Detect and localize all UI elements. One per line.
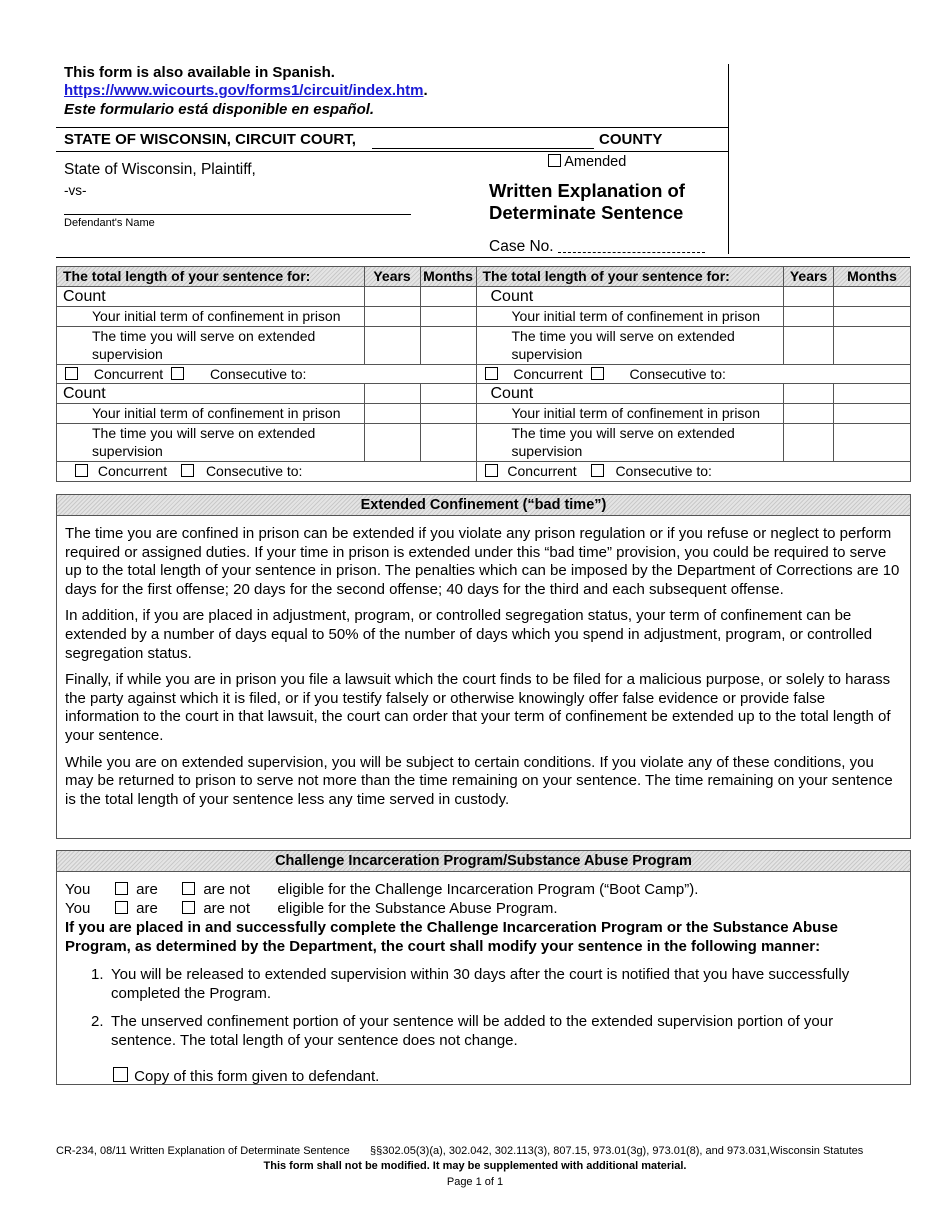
consecutive-label: Consecutive to: bbox=[209, 366, 307, 382]
extended-years-input[interactable] bbox=[784, 424, 834, 462]
amended-checkbox[interactable] bbox=[548, 154, 561, 167]
left-months-header: Months bbox=[420, 267, 476, 287]
you-label: You bbox=[65, 881, 91, 898]
count-years-cell[interactable] bbox=[784, 287, 834, 307]
footer-page: Page 1 of 1 bbox=[446, 1176, 504, 1188]
table-row bbox=[57, 327, 911, 365]
consecutive-checkbox[interactable] bbox=[591, 464, 604, 477]
consecutive-label: Consecutive to: bbox=[629, 366, 726, 382]
extended-line1: The time you will serve on extended bbox=[511, 328, 735, 344]
extended-months-input[interactable] bbox=[834, 424, 911, 462]
forms-link[interactable]: https://www.wicourts.gov/forms1/circuit/index.htm bbox=[64, 82, 424, 99]
extended-supervision-label bbox=[476, 424, 784, 462]
are-label: are bbox=[136, 881, 158, 898]
initial-term-label: Your initial term of confinement in prison bbox=[57, 404, 365, 424]
extended-confinement-section bbox=[56, 494, 911, 839]
defendant-name-field[interactable] bbox=[64, 214, 411, 215]
are-label: are bbox=[136, 900, 158, 917]
extended-months-input[interactable] bbox=[834, 327, 911, 365]
extended-supervision-label bbox=[476, 327, 784, 365]
count-months-cell[interactable] bbox=[834, 287, 911, 307]
count-label[interactable] bbox=[476, 287, 784, 307]
header-vertical-rule bbox=[728, 64, 729, 254]
concurrent-label: Concurrent bbox=[93, 366, 164, 382]
county-name-field[interactable] bbox=[372, 148, 594, 149]
initial-years-input[interactable] bbox=[784, 307, 834, 327]
concurrent-checkbox[interactable] bbox=[65, 367, 78, 380]
table-row bbox=[57, 384, 911, 404]
header-bottom-rule bbox=[56, 257, 910, 258]
extended-years-input[interactable] bbox=[364, 327, 420, 365]
substance-are-checkbox[interactable] bbox=[115, 901, 128, 914]
case-no-field[interactable] bbox=[558, 252, 705, 253]
extended-confinement-paragraph: In addition, if you are placed in adjustment, program, or controlled segregation status, your term of confinement can be extended by a number of days equal to 50% of the number of days which you spend in adjustment, program, or controlled segregation status. bbox=[65, 607, 873, 662]
count-label[interactable] bbox=[57, 287, 365, 307]
concurrent-consecutive-row bbox=[57, 365, 477, 384]
count-text: Count bbox=[490, 385, 534, 402]
substance-eligibility bbox=[65, 899, 698, 918]
consecutive-checkbox[interactable] bbox=[591, 367, 604, 380]
boot-camp-are-not-checkbox[interactable] bbox=[182, 882, 195, 895]
extended-months-input[interactable] bbox=[420, 327, 476, 365]
footer-form-id: CR-234, 08/11 Written Explanation of Determinate Sentence bbox=[56, 1145, 350, 1157]
challenge-program-section bbox=[56, 850, 911, 1085]
substance-text: eligible for the Substance Abuse Program. bbox=[277, 900, 558, 917]
spanish-notice: This form is also available in Spanish. bbox=[64, 64, 335, 81]
are-not-label: are not bbox=[203, 881, 251, 898]
count-label[interactable] bbox=[476, 384, 784, 404]
boot-camp-are-checkbox[interactable] bbox=[115, 882, 128, 895]
list-number: 1. bbox=[91, 966, 104, 983]
table-row bbox=[57, 462, 911, 482]
footer-statutes: §§302.05(3)(a), 302.042, 302.113(3), 807.15, 973.01(3g), 973.01(8), and 973.031,Wisconsin Statutes bbox=[370, 1145, 864, 1157]
concurrent-consecutive-row bbox=[57, 462, 477, 482]
extended-years-input[interactable] bbox=[784, 327, 834, 365]
count-text: Count bbox=[63, 288, 106, 305]
concurrent-consecutive-row bbox=[476, 462, 911, 482]
extended-years-input[interactable] bbox=[364, 424, 420, 462]
count-label[interactable] bbox=[57, 384, 365, 404]
concurrent-checkbox[interactable] bbox=[75, 464, 88, 477]
concurrent-label: Concurrent bbox=[507, 463, 577, 479]
list-text: The unserved confinement portion of your sentence will be added to the extended supervision portion of your sentence. The total length of your sentence does not change. bbox=[111, 1013, 834, 1049]
amended-option[interactable] bbox=[548, 154, 626, 170]
extended-line2: supervision bbox=[92, 346, 163, 362]
concurrent-checkbox[interactable] bbox=[485, 367, 498, 380]
extended-confinement-paragraph: Finally, if while you are in prison you file a lawsuit which the court finds to be filed for a malicious purpose, or solely to harass the party against which it is filed, or if you testify falsely or otherwise knowingly offer false evidence or provide false information to the court in that lawsuit, the court can order that your term of confinement be extended up to the total length of your sentence. bbox=[65, 671, 891, 744]
copy-given-checkbox[interactable] bbox=[113, 1067, 128, 1082]
plaintiff-text: State of Wisconsin, Plaintiff, bbox=[64, 161, 256, 178]
initial-months-input[interactable] bbox=[834, 307, 911, 327]
table-header-row bbox=[57, 267, 911, 287]
count-text: Count bbox=[490, 288, 534, 305]
consecutive-checkbox[interactable] bbox=[171, 367, 184, 380]
url-suffix: . bbox=[423, 82, 428, 99]
right-years-header: Years bbox=[784, 267, 834, 287]
table-row bbox=[57, 404, 911, 424]
are-not-label: are not bbox=[203, 900, 251, 917]
initial-months-input[interactable] bbox=[420, 404, 476, 424]
eligibility-rows bbox=[65, 880, 698, 918]
consecutive-checkbox[interactable] bbox=[181, 464, 194, 477]
defendant-label: Defendant's Name bbox=[64, 217, 155, 229]
count-months-cell[interactable] bbox=[834, 384, 911, 404]
table-row bbox=[57, 287, 911, 307]
case-no-label: Case No. bbox=[489, 238, 554, 255]
court-line-bottom-rule bbox=[56, 151, 729, 152]
initial-years-input[interactable] bbox=[364, 404, 420, 424]
left-years-header: Years bbox=[364, 267, 420, 287]
court-label: STATE OF WISCONSIN, CIRCUIT COURT, bbox=[64, 131, 356, 148]
challenge-program-title: Challenge Incarceration Program/Substance Abuse Program bbox=[57, 851, 910, 872]
extended-supervision-label bbox=[57, 424, 365, 462]
amended-label: Amended bbox=[564, 154, 627, 170]
initial-months-input[interactable] bbox=[834, 404, 911, 424]
extended-line2: supervision bbox=[511, 443, 583, 459]
copy-given-option[interactable] bbox=[113, 1067, 379, 1085]
consecutive-label: Consecutive to: bbox=[615, 463, 712, 479]
extended-line1: The time you will serve on extended bbox=[92, 328, 316, 344]
sentence-table bbox=[56, 266, 911, 482]
table-row bbox=[57, 424, 911, 462]
list-item bbox=[91, 965, 891, 1003]
spanish-text: Este formulario está disponible en español. bbox=[64, 101, 375, 118]
concurrent-label: Concurrent bbox=[97, 463, 168, 479]
extended-confinement-paragraph: While you are on extended supervision, you will be subject to certain conditions. If you violate any of these conditions, you may be returned to prison to serve not more than the time remaining on your sentence. The time remaining on your sentence is the total length of your sentence less any time served in custody. bbox=[65, 753, 893, 808]
extended-confinement-paragraph: The time you are confined in prison can be extended if you violate any prison regulation or if you refuse or neglect to perform required or assigned duties. If your time in prison is extended under this “bad time” provision, you could be required to serve up to the total length of your sentence in prison. The penalties which can be imposed by the Department of Corrections are 10 days for the first offense; 20 days for the second offense; 40 days for the third and each subsequent offense. bbox=[65, 525, 900, 598]
list-text: You will be released to extended supervision within 30 days after the court is notified that you have successfully completed the Program. bbox=[111, 966, 850, 1002]
extended-line1: The time you will serve on extended bbox=[511, 425, 735, 441]
left-header: The total length of your sentence for: bbox=[57, 267, 365, 287]
footer-notice: This form shall not be modified. It may be supplemented with additional material. bbox=[263, 1160, 687, 1172]
initial-months-input[interactable] bbox=[420, 307, 476, 327]
extended-months-input[interactable] bbox=[420, 424, 476, 462]
boot-camp-eligibility bbox=[65, 880, 698, 899]
initial-term-label: Your initial term of confinement in prison bbox=[57, 307, 365, 327]
initial-term-label: Your initial term of confinement in prison bbox=[476, 307, 784, 327]
count-years-cell[interactable] bbox=[364, 384, 420, 404]
extended-confinement-title: Extended Confinement (“bad time”) bbox=[57, 495, 910, 516]
concurrent-checkbox[interactable] bbox=[485, 464, 498, 477]
count-months-cell[interactable] bbox=[420, 384, 476, 404]
numbered-list bbox=[91, 965, 891, 1050]
concurrent-consecutive-row bbox=[476, 365, 911, 384]
county-label: COUNTY bbox=[599, 131, 663, 148]
initial-term-label: Your initial term of confinement in prison bbox=[476, 404, 784, 424]
extended-supervision-label bbox=[57, 327, 365, 365]
table-row bbox=[57, 365, 911, 384]
list-number: 2. bbox=[91, 1013, 104, 1030]
forms-url-line bbox=[64, 82, 428, 99]
form-title bbox=[489, 180, 685, 224]
count-months-cell[interactable] bbox=[420, 287, 476, 307]
boot-camp-text: eligible for the Challenge Incarceration Program (“Boot Camp”). bbox=[277, 881, 699, 898]
substance-are-not-checkbox[interactable] bbox=[182, 901, 195, 914]
copy-given-label: Copy of this form given to defendant. bbox=[134, 1068, 380, 1085]
form-title-line2: Determinate Sentence bbox=[489, 202, 684, 223]
right-months-header: Months bbox=[834, 267, 911, 287]
extended-line1: The time you will serve on extended bbox=[92, 425, 316, 441]
consecutive-label: Consecutive to: bbox=[205, 463, 303, 479]
modification-statement: If you are placed in and successfully complete the Challenge Incarceration Program or the Substance Abuse Program, as determined by the Department, the court shall modify your sentence in the following manner: bbox=[65, 919, 838, 955]
court-line-top-rule bbox=[56, 127, 729, 128]
right-header: The total length of your sentence for: bbox=[476, 267, 784, 287]
count-text: Count bbox=[63, 385, 106, 402]
you-label: You bbox=[65, 900, 91, 917]
list-item bbox=[91, 1012, 891, 1050]
initial-years-input[interactable] bbox=[784, 404, 834, 424]
extended-line2: supervision bbox=[92, 443, 163, 459]
count-years-cell[interactable] bbox=[784, 384, 834, 404]
concurrent-label: Concurrent bbox=[513, 366, 583, 382]
count-years-cell[interactable] bbox=[364, 287, 420, 307]
vs-text: -vs- bbox=[64, 183, 87, 198]
extended-line2: supervision bbox=[511, 346, 583, 362]
form-title-line1: Written Explanation of bbox=[489, 180, 685, 201]
initial-years-input[interactable] bbox=[364, 307, 420, 327]
table-row bbox=[57, 307, 911, 327]
